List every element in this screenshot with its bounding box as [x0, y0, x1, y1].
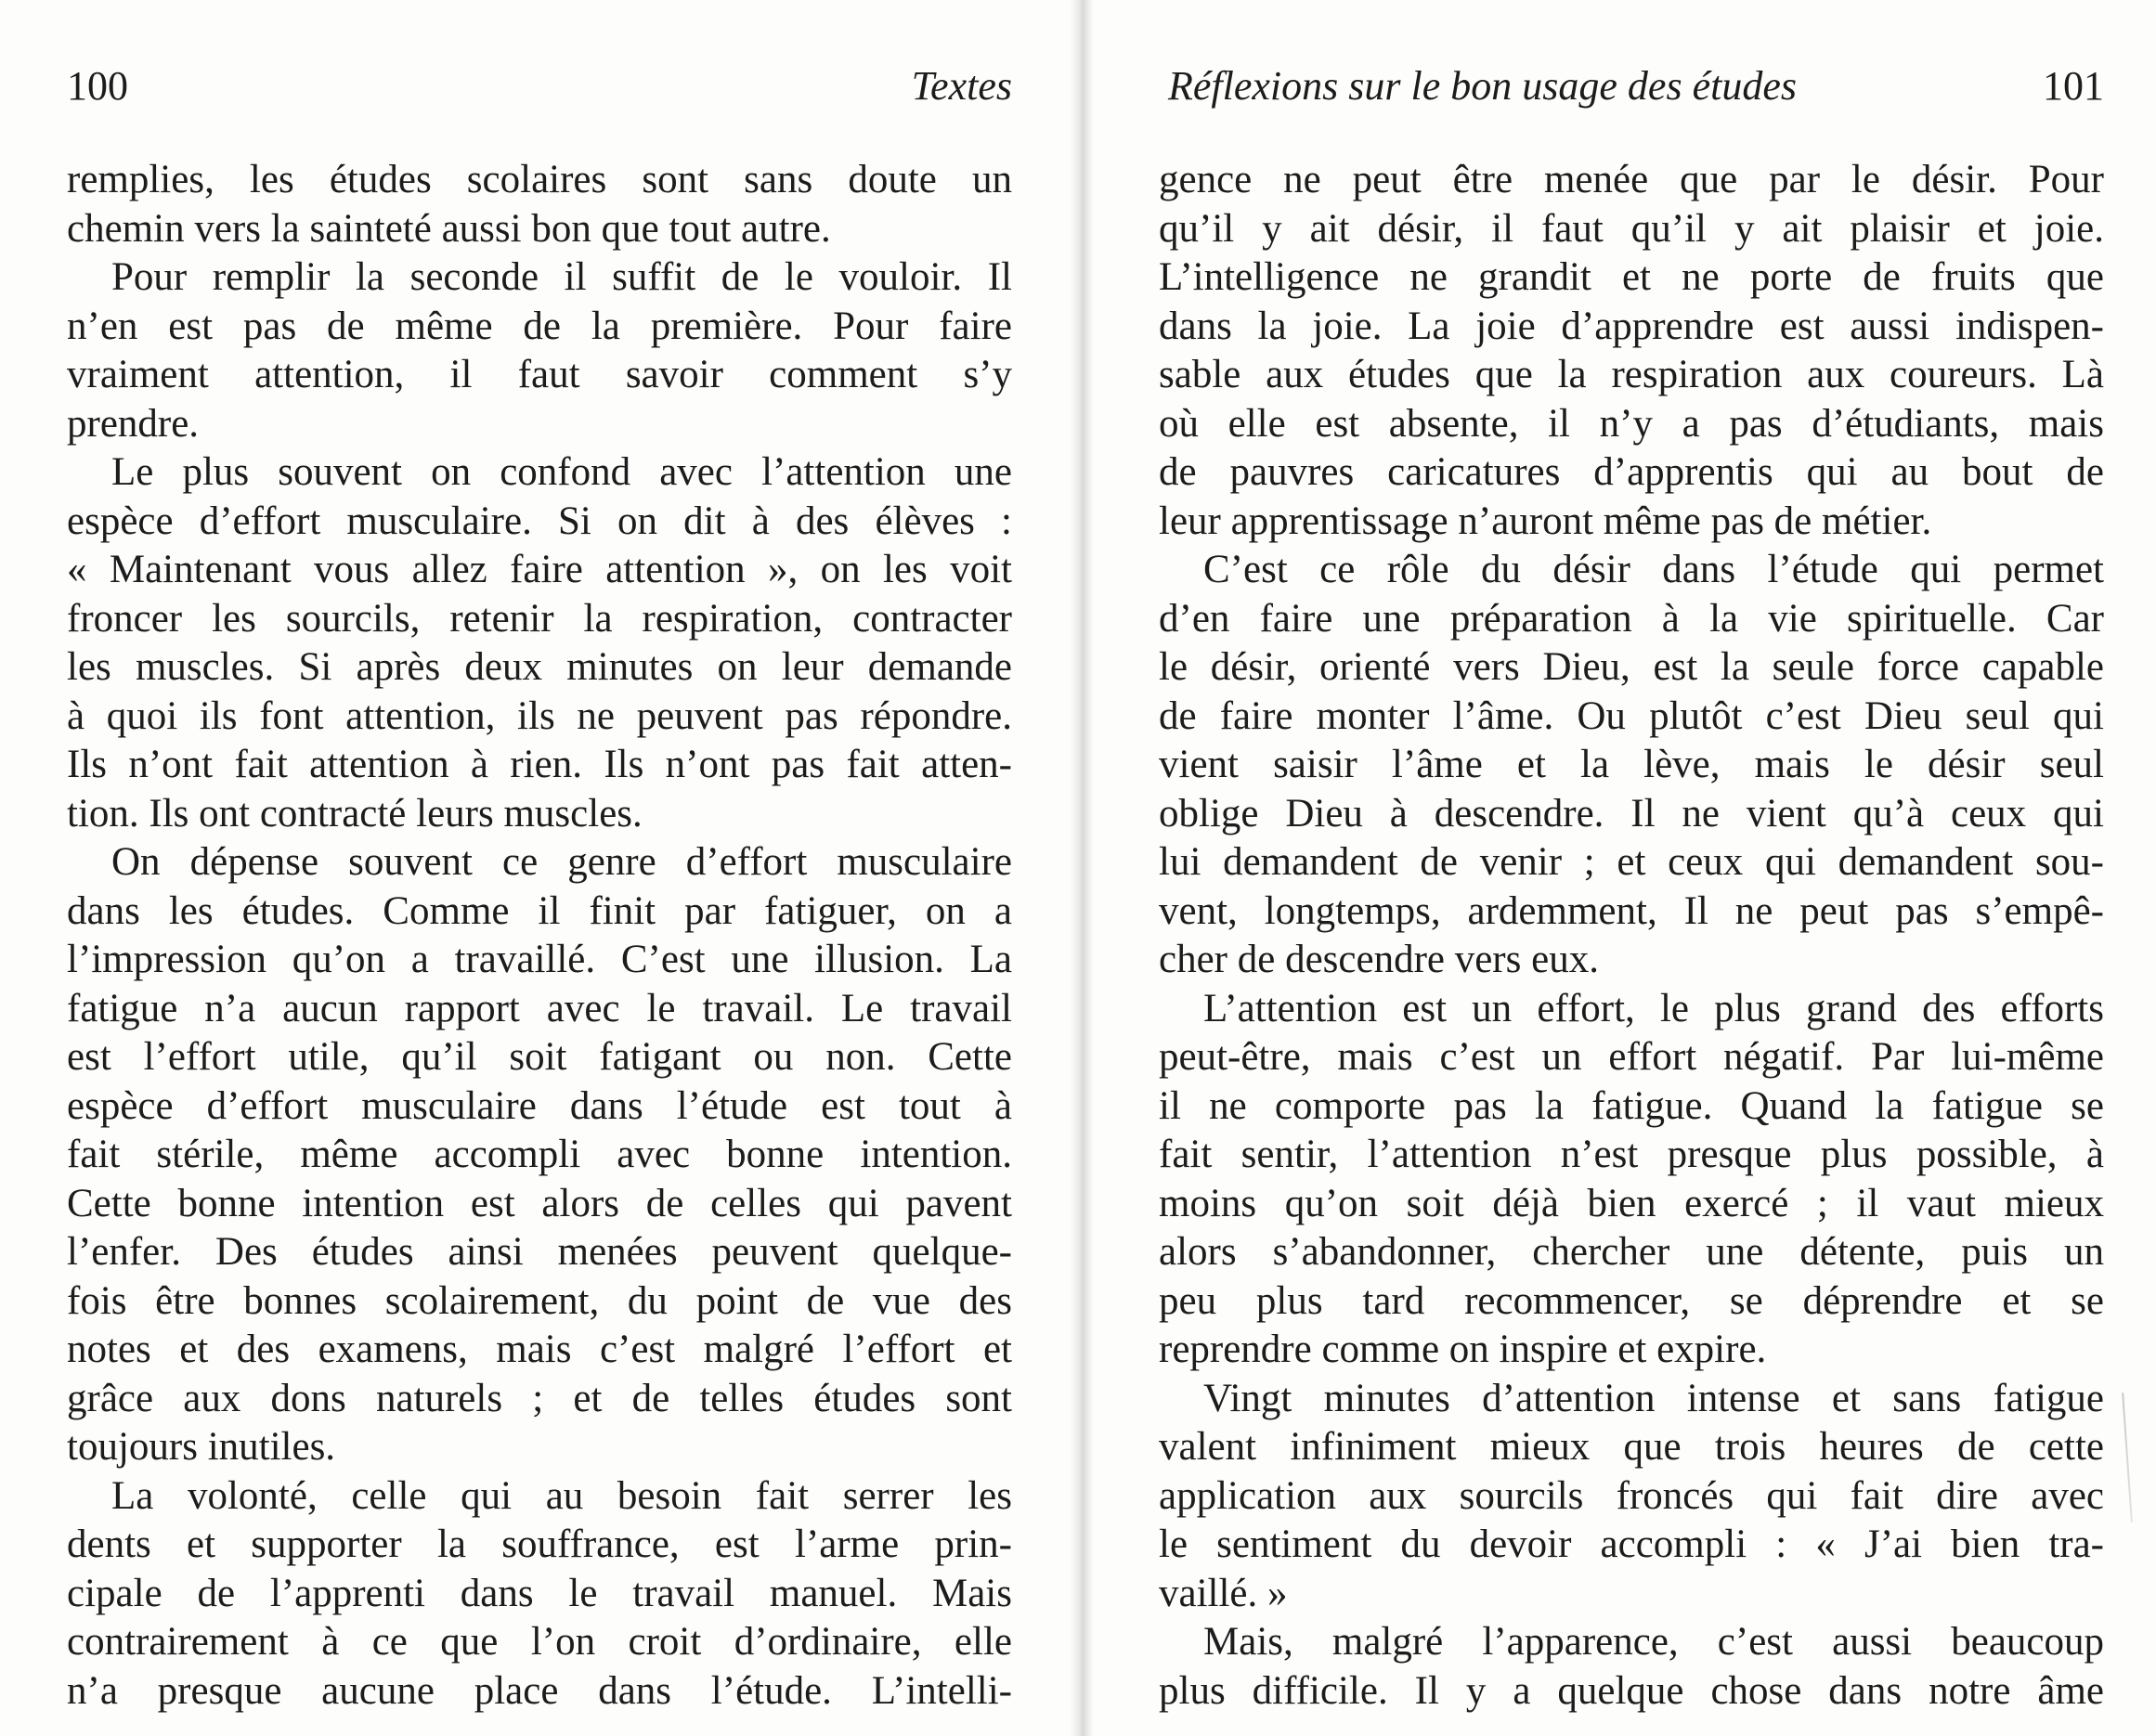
text-line: La volonté, celle qui au besoin fait serrer les — [111, 1473, 1012, 1518]
text-line: L’intelligence ne grandit et ne porte de fruits que — [1159, 255, 2104, 299]
text-line: de faire monter l’âme. Ou plutôt c’est Dieu seul qui — [1159, 693, 2104, 738]
text-line: à quoi ils font attention, ils ne peuvent pas répondre. — [67, 693, 1012, 738]
text-line: l’impression qu’on a travaillé. C’est une illusion. La — [67, 938, 1012, 981]
text-line: est l’effort utile, qu’il soit fatigant ou non. Cette — [67, 1035, 1012, 1079]
text-line: espèce d’effort musculaire. Si on dit à des élèves : — [67, 499, 1012, 543]
text-line: dents et supporter la souffrance, est l’arme prin- — [67, 1522, 1012, 1566]
text-line: L’attention est un effort, le plus grand des efforts — [1203, 986, 2104, 1030]
text-line: remplies, les études scolaires sont sans doute un — [67, 158, 1012, 201]
text-line: de pauvres caricatures d’apprentis qui au bout de — [1159, 450, 2104, 494]
left-page — [67, 0, 1012, 1736]
text-line: Cette bonne intention est alors de celles qui pavent — [67, 1181, 1012, 1225]
right-running-head — [1159, 54, 2104, 119]
text-line: fait stérile, même accompli avec bonne intention. — [67, 1133, 1012, 1176]
text-line: fois être bonnes scolairement, du point de vue des — [67, 1278, 1012, 1323]
text-line: reprendre comme on inspire et expire. — [1159, 1328, 1767, 1371]
right-running-title: Réflexions sur le bon usage des études — [1168, 63, 1797, 109]
text-line: n’en est pas de même de la première. Pour faire — [67, 304, 1012, 348]
text-line: fatigue n’a aucun rapport avec le travail. Le travail — [67, 986, 1012, 1030]
text-line: espèce d’effort musculaire dans l’étude est tout à — [67, 1083, 1012, 1128]
margin-pencil-mark — [2122, 1393, 2133, 1522]
left-page-number: 100 — [67, 63, 128, 109]
text-line: On dépense souvent ce genre d’effort musculaire — [111, 840, 1012, 884]
left-running-title: Textes — [911, 63, 1012, 109]
text-line: « Maintenant vous allez faire attention », on les voit — [67, 548, 1012, 591]
text-line: lui demandent de venir ; et ceux qui demandent sou- — [1159, 840, 2104, 884]
text-line: vent, longtemps, ardemment, Il ne peut pas s’empê- — [1159, 888, 2104, 933]
text-line: grâce aux dons naturels ; et de telles études sont — [67, 1376, 1012, 1420]
text-line: leur apprentissage n’auront même pas de métier. — [1159, 499, 1932, 543]
text-line: gence ne peut être menée que par le désir. Pour — [1159, 158, 2104, 201]
text-line: vient saisir l’âme et la lève, mais le désir seul — [1159, 743, 2104, 786]
text-line: Le plus souvent on confond avec l’attention une — [111, 450, 1012, 494]
text-line: fait sentir, l’attention n’est presque plus possible, à — [1159, 1133, 2104, 1176]
text-line: où elle est absente, il n’y a pas d’étudiants, mais — [1159, 401, 2104, 446]
text-line: contrairement à ce que l’on croit d’ordinaire, elle — [67, 1620, 1012, 1664]
text-line: n’a presque aucune place dans l’étude. L’intelli- — [67, 1668, 1012, 1713]
text-line: toujours inutiles. — [67, 1425, 336, 1469]
text-line: vraiment attention, il faut savoir comment s’y — [67, 353, 1012, 396]
text-line: dans la joie. La joie d’apprendre est aussi indispen- — [1159, 304, 2104, 348]
text-line: notes et des examens, mais c’est malgré l’effort et — [67, 1328, 1012, 1371]
text-line: prendre. — [67, 401, 200, 446]
text-line: Ils n’ont fait attention à rien. Ils n’ont pas fait atten- — [67, 743, 1012, 786]
text-line: qu’il y ait désir, il faut qu’il y ait plaisir et joie. — [1159, 206, 2104, 251]
text-line: froncer les sourcils, retenir la respiration, contracter — [67, 596, 1012, 641]
text-line: alors s’abandonner, chercher une détente, puis un — [1159, 1230, 2104, 1274]
text-line: d’en faire une préparation à la vie spirituelle. Car — [1159, 596, 2104, 641]
text-line: peu plus tard recommencer, se déprendre et se — [1159, 1278, 2104, 1323]
text-line: chemin vers la sainteté aussi bon que tout autre. — [67, 206, 831, 251]
text-line: plus difficile. Il y a quelque chose dans notre âme — [1159, 1668, 2104, 1713]
text-line: sable aux études que la respiration aux coureurs. Là — [1159, 353, 2104, 396]
text-line: les muscles. Si après deux minutes on leur demande — [67, 645, 1012, 689]
right-page-number: 101 — [2043, 63, 2104, 109]
text-line: moins qu’on soit déjà bien exercé ; il vaut mieux — [1159, 1181, 2104, 1225]
text-line: Mais, malgré l’apparence, c’est aussi beaucoup — [1203, 1620, 2104, 1664]
text-line: le désir, orienté vers Dieu, est la seule force capable — [1159, 645, 2104, 689]
text-line: vaillé. » — [1159, 1571, 1288, 1615]
text-line: Pour remplir la seconde il suffit de le vouloir. Il — [111, 255, 1012, 299]
right-page — [1159, 0, 2104, 1736]
text-line: Vingt minutes d’attention intense et sans fatigue — [1203, 1376, 2104, 1420]
text-line: oblige Dieu à descendre. Il ne vient qu’à ceux qui — [1159, 791, 2104, 836]
text-line: il ne comporte pas la fatigue. Quand la fatigue se — [1159, 1083, 2104, 1128]
left-running-head — [67, 54, 1012, 119]
text-line: application aux sourcils froncés qui fait dire avec — [1159, 1473, 2104, 1518]
left-page-text — [67, 156, 1012, 1716]
text-line: l’enfer. Des études ainsi menées peuvent quelque- — [67, 1230, 1012, 1274]
text-line: valent infiniment mieux que trois heures de cette — [1159, 1425, 2104, 1469]
right-page-text — [1159, 156, 2104, 1716]
book-gutter — [1070, 0, 1094, 1736]
text-line: cipale de l’apprenti dans le travail manuel. Mais — [67, 1571, 1012, 1615]
text-line: le sentiment du devoir accompli : « J’ai bien tra- — [1159, 1522, 2104, 1566]
text-line: C’est ce rôle du désir dans l’étude qui permet — [1203, 548, 2104, 591]
text-line: dans les études. Comme il finit par fatiguer, on a — [67, 888, 1012, 933]
text-line: tion. Ils ont contracté leurs muscles. — [67, 791, 643, 836]
text-line: cher de descendre vers eux. — [1159, 938, 1599, 981]
text-line: peut-être, mais c’est un effort négatif. Par lui-même — [1159, 1035, 2104, 1079]
